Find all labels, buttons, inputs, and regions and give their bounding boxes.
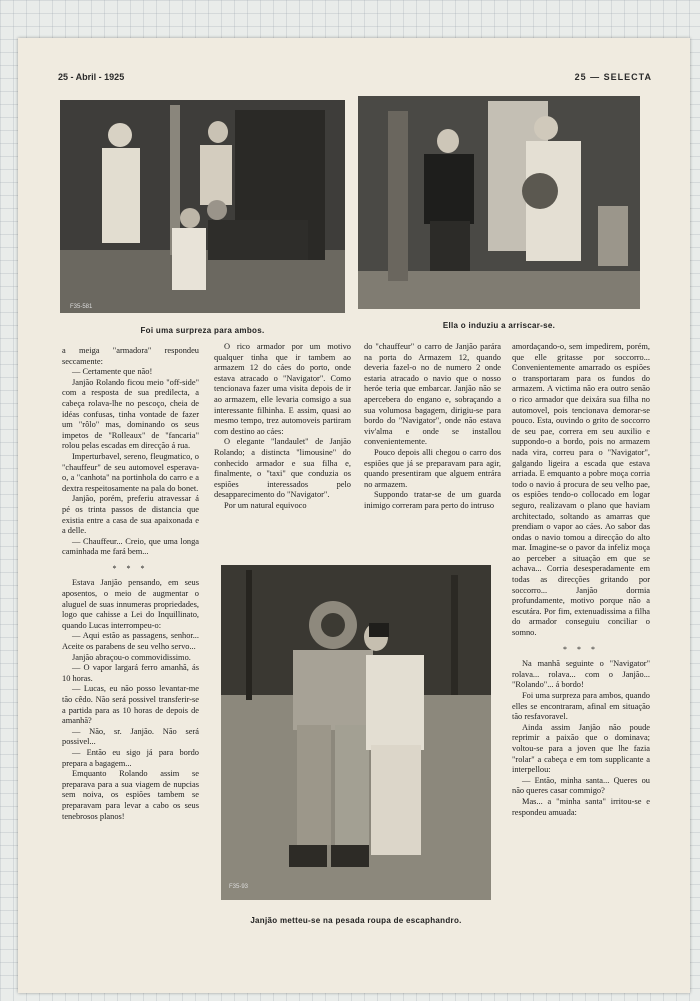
paragraph: O rico armador por um motivo qualquer tinha que ir tambem ao armazem 12 do cáes do porto, onde estava atracado o "Navigator". Como tencionava fazer uma visita depois de ir ao armazem, elle levaria comsigo a sua interessante filhinha. E assim, quasi ao mesmo tempo, trez automoveis partiram com destino ao cáes: (214, 342, 351, 436)
paragraph: — Certamente que não! (72, 367, 153, 377)
photo-top-right-image (358, 96, 640, 309)
paragraph: do "chauffeur" o carro de Janjão parára na porta do Armazem 12, quando deveria fazel-o no de numero 2 onde estaria atracado o navio que o nosso heróe teria que embarcar. Janjão não se apercebera do engano e, sobraçando a sua volumosa bagagem, dirigiu-se para bordo do "Navigator", onde não estava viv'alma e onde se installou convenientemente. (364, 342, 501, 447)
paragraph: Imperturbavel, sereno, fleugmatico, o "chauffeur" de seu automovel esperava-o, a "canhota" na portinhola do carro e a dextra respeitosamente na pala do bonet. (62, 451, 199, 493)
text-column-1 (62, 346, 199, 822)
paragraph: Na manhã seguinte o "Navigator" rolava... rolava... com o Janjão... "Rolando"... á bordo! (512, 659, 650, 690)
photo-credit: F35-93 (229, 884, 249, 890)
paragraph: Estava Janjão pensando, em seus aposentos, o meio de augmentar o aluguel de suas innumeras propriedades, logo que cahisse a Lei do Inquillinato, quando Lucas interrompeu-o: (62, 578, 199, 630)
paragraph: — Então, minha santa... Queres ou não queres casar commigo? (512, 775, 650, 796)
photo-credit: F35-581 (70, 304, 93, 310)
photo-center-image (221, 565, 491, 900)
paragraph: — Não, sr. Janjão. Não será possivel... (62, 726, 199, 747)
caption-top-right: Ella o induziu a arriscar-se. (442, 321, 556, 330)
paragraph: — Chauffeur... Creio, que uma longa caminhada me fará bem... (62, 536, 199, 557)
paragraph: Emquanto Rolando assim se preparava para a sua viagem de nupcias sem noiva, os espiões tambem se preparavam para levar a cabo os seus tenebrosos planos! (62, 769, 199, 821)
paragraph: — Lucas, eu não posso levantar-me tão cêdo. Não será possivel transferir-se a partida para as 10 horas de depois de amanhã? (62, 684, 199, 726)
section-separator: * * * (563, 644, 599, 654)
magazine-title: 25 — SELECTA (574, 72, 652, 82)
paragraph: Foi uma surpreza para ambos, quando elles se encontraram, afinal em situação tão resfavoravel. (512, 691, 650, 722)
paragraph: Suppondo tratar-se de um guarda inimigo correram para perto do intruso (364, 490, 501, 510)
paragraph: O elegante "landaulet" de Janjão Rolando; a distincta "limousine" do conhecido armador e sua filha e, finalmente, o "taxi" que conduzia os espiões interessados pelo desapparecimento do "Navigator". (214, 437, 351, 500)
caption-center: Janjão metteu-se na pesada roupa de escaphandro. (250, 916, 462, 925)
photo-center (221, 565, 491, 900)
caption-top-left: Foi uma surpreza para ambos. (140, 326, 265, 335)
issue-date: 25 - Abril - 1925 (58, 72, 125, 82)
paragraph: — O vapor largará ferro amanhã, ás 10 horas. (62, 663, 199, 683)
magazine-page (18, 38, 690, 993)
section-separator: * * * (112, 563, 149, 573)
paragraph: Pouco depois alli chegou o carro dos espiões que já se preparavam para agir, quando presentiram que alguem entrára no armazem. (364, 447, 501, 489)
photo-top-left-image (60, 100, 345, 313)
paragraph: Janjão abraçou-o commovidissimo. (72, 652, 191, 662)
paragraph: Por um natural equivoco (224, 500, 307, 510)
photo-top-right (358, 96, 640, 309)
paragraph: Janjão Rolando ficou meio "off-side" com a resposta de sua predilecta, a cabeça rolava-lhe no pescoço, cheia de idéas confusas, tinha vontade de fazer um "rôlo" mas, dominando os seus impetos de "Rolleaux" de "fancaria" rolou pelas escadas em direcção á rua. (62, 377, 199, 451)
page-header (58, 72, 652, 88)
paragraph: a meiga "armadora" respondeu seccamente: (62, 346, 199, 366)
photo-top-left (60, 100, 345, 313)
paragraph: amordaçando-o, sem impedirem, porém, que elle gritasse por soccorro... Convenientemente amarrado os espiões o transportaram para os fundos do armazem. A victima não era outro senão o rico armador que deixára sua filha no automovel, pois tencionava demorar-se pouco. Esta, ouvindo o grito de soccorro de seu pae, correra em seu auxilio e suppondo-o a bordo, pois no armazem nada vira, correu para o "Navigator", galgando ligeira a escada que estava arriada. E emquanto a pobre moça corria todo o navio á procura de seu velho pae, os espiões tendo-o collocado em logar seguro, realizavam o plano que haviam architectado, soltando as amarras que prendiam o vapor ao cáes. Ao sabor das ondas o navio tomou a direcção do alto mar. Imagine-se o pavor da infeliz moça ao perceber a situação em que se achava... Corria desesperadamente em todas as direcções gritando por soccorro... Janjão dormia profundamente, motivo porque não a escutára. Por fim, extenuadissima a filha do armador conseguiu conciliar o somno. (512, 342, 650, 638)
paragraph: Mas... a "minha santa" irritou-se e respondeu amuada: (512, 796, 650, 817)
text-column-3 (364, 342, 501, 512)
paragraph: Ainda assim Janjão não poude reprimir a paixão que o dominava; voltou-se para a joven que lhe fazia "rolar" a cabeça e em tom supplicante a interpellou: (512, 722, 650, 775)
text-column-4 (512, 342, 650, 818)
text-column-2 (214, 342, 351, 512)
paragraph: — Aqui estão as passagens, senhor... Aceite os parabens de seu velho servo... (62, 631, 199, 652)
paragraph: — Então eu sigo já para bordo prepara a bagagem... (62, 747, 199, 768)
paragraph: Janjão, porém, preferiu atravessar á pé os trinta passos de distancia que existia entre a casa de sua apaixonada e a delle. (62, 494, 199, 536)
